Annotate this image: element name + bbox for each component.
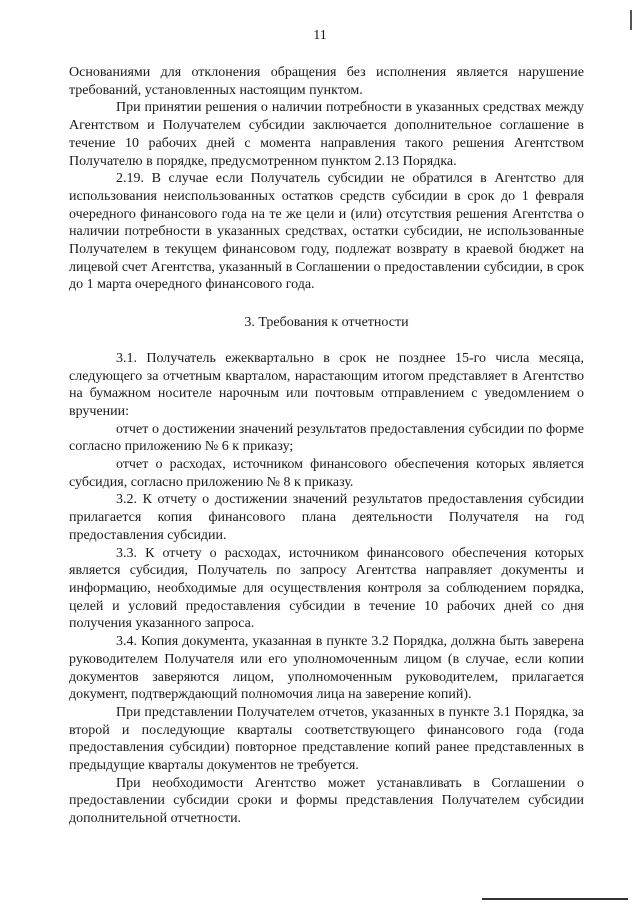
paragraph-additional-agreement: При принятии решения о наличии потребности в указанных средствах между Агентством и Получателем субсидии заключается дополнительное соглашение в течение 10 рабочих дней с момента направления такого решения Агентством Получателю в порядке, предусмотренном пунктом 2.13 Порядка.: [69, 100, 584, 169]
section-heading-reporting: 3. Требования к отчетности: [244, 315, 409, 331]
paragraph-grounds-for-rejection: Основаниями для отклонения обращения без исполнения является нарушение требований, установленных настоящим пунктом.: [69, 65, 584, 98]
document-body: [69, 64, 584, 828]
paragraph-report-expenses: отчет о расходах, источником финансового обеспечения которых является субсидия, согласно приложению № 8 к приказу.: [69, 457, 584, 490]
paragraph-2-19: 2.19. В случае если Получатель субсидии не обратился в Агентство для использования неиспользованных остатков средств субсидии в срок до 1 февраля очередного финансового года на те же цели и (или) отсутствия решения Агентства о наличии потребности в указанных средствах, остатки субсидии, не использованные Получателем в текущем финансовом году, подлежат возврату в краевой бюджет на лицевой счет Агентства, указанный в Соглашении о предоставлении субсидии, в срок до 1 марта очередного финансового года.: [69, 171, 584, 293]
scan-edge-mark: [630, 10, 632, 30]
paragraph-3-1: 3.1. Получатель ежеквартально в срок не позднее 15-го числа месяца, следующего за отчетным кварталом, нарастающим итогом представляет в Агентство на бумажном носителе нарочным или почтовым отправлением с уведомлением о вручении:: [69, 350, 584, 419]
paragraph-3-4: 3.4. Копия документа, указанная в пункте 3.2 Порядка, должна быть заверена руководителем Получателя или его уполномоченным лицом (в случае, если копии документов заверяются лицом, уполномоченным руководителем, прилагается документ, подтверждающий полномочия лица на заверение копий).: [69, 634, 584, 703]
paragraph-3-2: 3.2. К отчету о достижении значений результатов предоставления субсидии прилагается копия финансового плана деятельности Получателя на год предоставления субсидии.: [69, 492, 584, 543]
paragraph-repeat-submission: При представлении Получателем отчетов, указанных в пункте 3.1 Порядка, за второй и последующие кварталы соответствующего финансового года (года предоставления субсидии) повторное представление копий ранее представленных в предыдущие кварталы документов не требуется.: [69, 704, 584, 774]
scan-bottom-line: [482, 898, 628, 900]
paragraph-3-3: 3.3. К отчету о расходах, источником финансового обеспечения которых является субсидия, Получатель по запросу Агентства направляет документы и информацию, необходимые для осуществления контроля за соблюдением порядка, целей и условий предоставления субсидии в течение 10 рабочих дней со дня получения указанного запроса.: [69, 545, 584, 632]
paragraph-report-results: отчет о достижении значений результатов предоставления субсидии по форме согласно приложению № 6 к приказу;: [69, 421, 584, 455]
paragraph-additional-reporting: При необходимости Агентство может устанавливать в Соглашении о предоставлении субсидии сроки и формы представления Получателем субсидии дополнительной отчетности.: [69, 775, 584, 827]
page-number: 11: [313, 28, 327, 43]
